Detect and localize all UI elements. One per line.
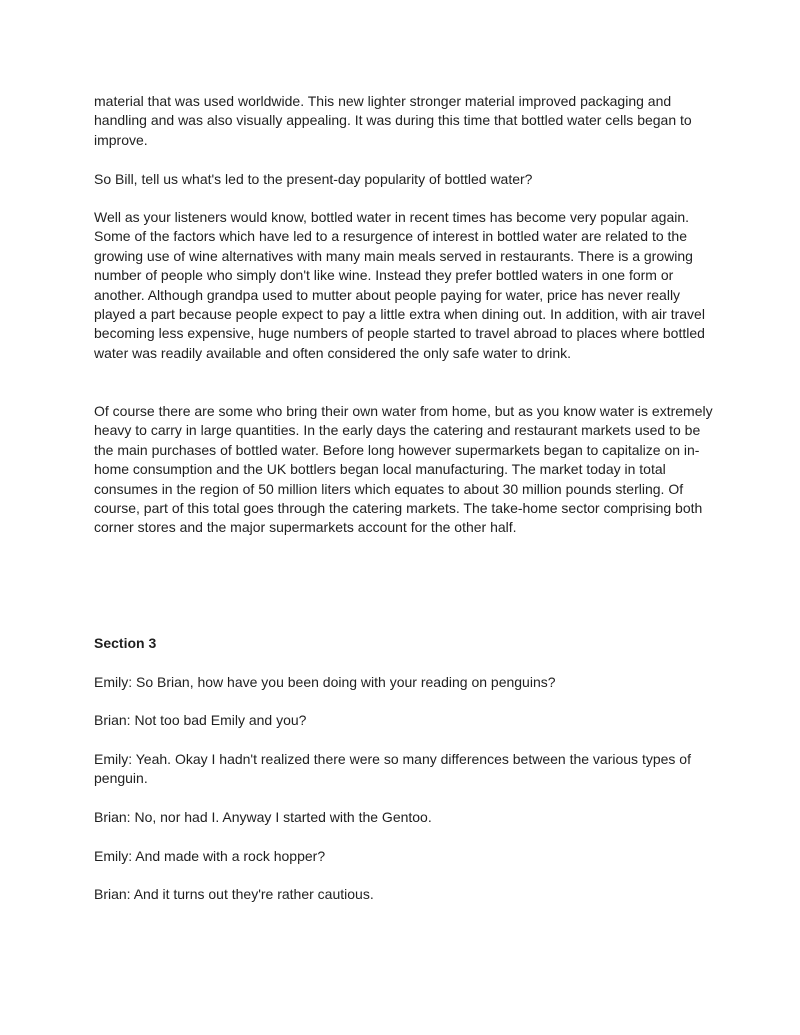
section-heading: Section 3 [94,635,157,651]
dialogue-line: Brian: No, nor had I. Anyway I started with the Gentoo. [94,809,432,825]
dialogue-line: Brian: And it turns out they're rather cautious. [94,886,374,902]
dialogue-line: Brian: Not too bad Emily and you? [94,712,307,728]
dialogue-line: Emily: Yeah. Okay I hadn't realized there were so many differences between the various types of penguin. [94,751,691,787]
paragraph-packaging: material that was used worldwide. This new lighter stronger material improved packaging and handling and was also visually appealing. It was during this time that bottled water cells began to improve. [94,93,692,148]
dialogue-line: Emily: And made with a rock hopper? [94,848,326,864]
paragraph-question: So Bill, tell us what's led to the present-day popularity of bottled water? [94,171,533,187]
paragraph-popularity: Well as your listeners would know, bottled water in recent times has become very popular again. Some of the factors which have led to a resurgence of interest in bottled water are related to the growing use of wine alternatives with many main meals served in restaurants. There is a growing number of people who simply don't like wine. Instead they prefer bottled waters in one form or another. Although grandpa used to mutter about people paying for water, price has never really played a part because people expect to pay a little extra when dining out. In addition, with air travel becoming less expensive, huge numbers of people started to travel abroad to places where bottled water was readily available and often considered the only safe water to drink. [94,209,705,361]
dialogue-line: Emily: So Brian, how have you been doing with your reading on penguins? [94,674,556,690]
paragraph-market: Of course there are some who bring their own water from home, but as you know water is extremely heavy to carry in large quantities. In the early days the catering and restaurant markets used to be the main purchases of bottled water. Before long however supermarkets began to capitalize on in-home consumption and the UK bottlers began local manufacturing. The market today in total consumes in the region of 50 million liters which equates to about 30 million pounds sterling. Of course, part of this total goes through the catering markets. The take-home sector comprising both corner stores and the major supermarkets account for the other half. [94,403,713,536]
